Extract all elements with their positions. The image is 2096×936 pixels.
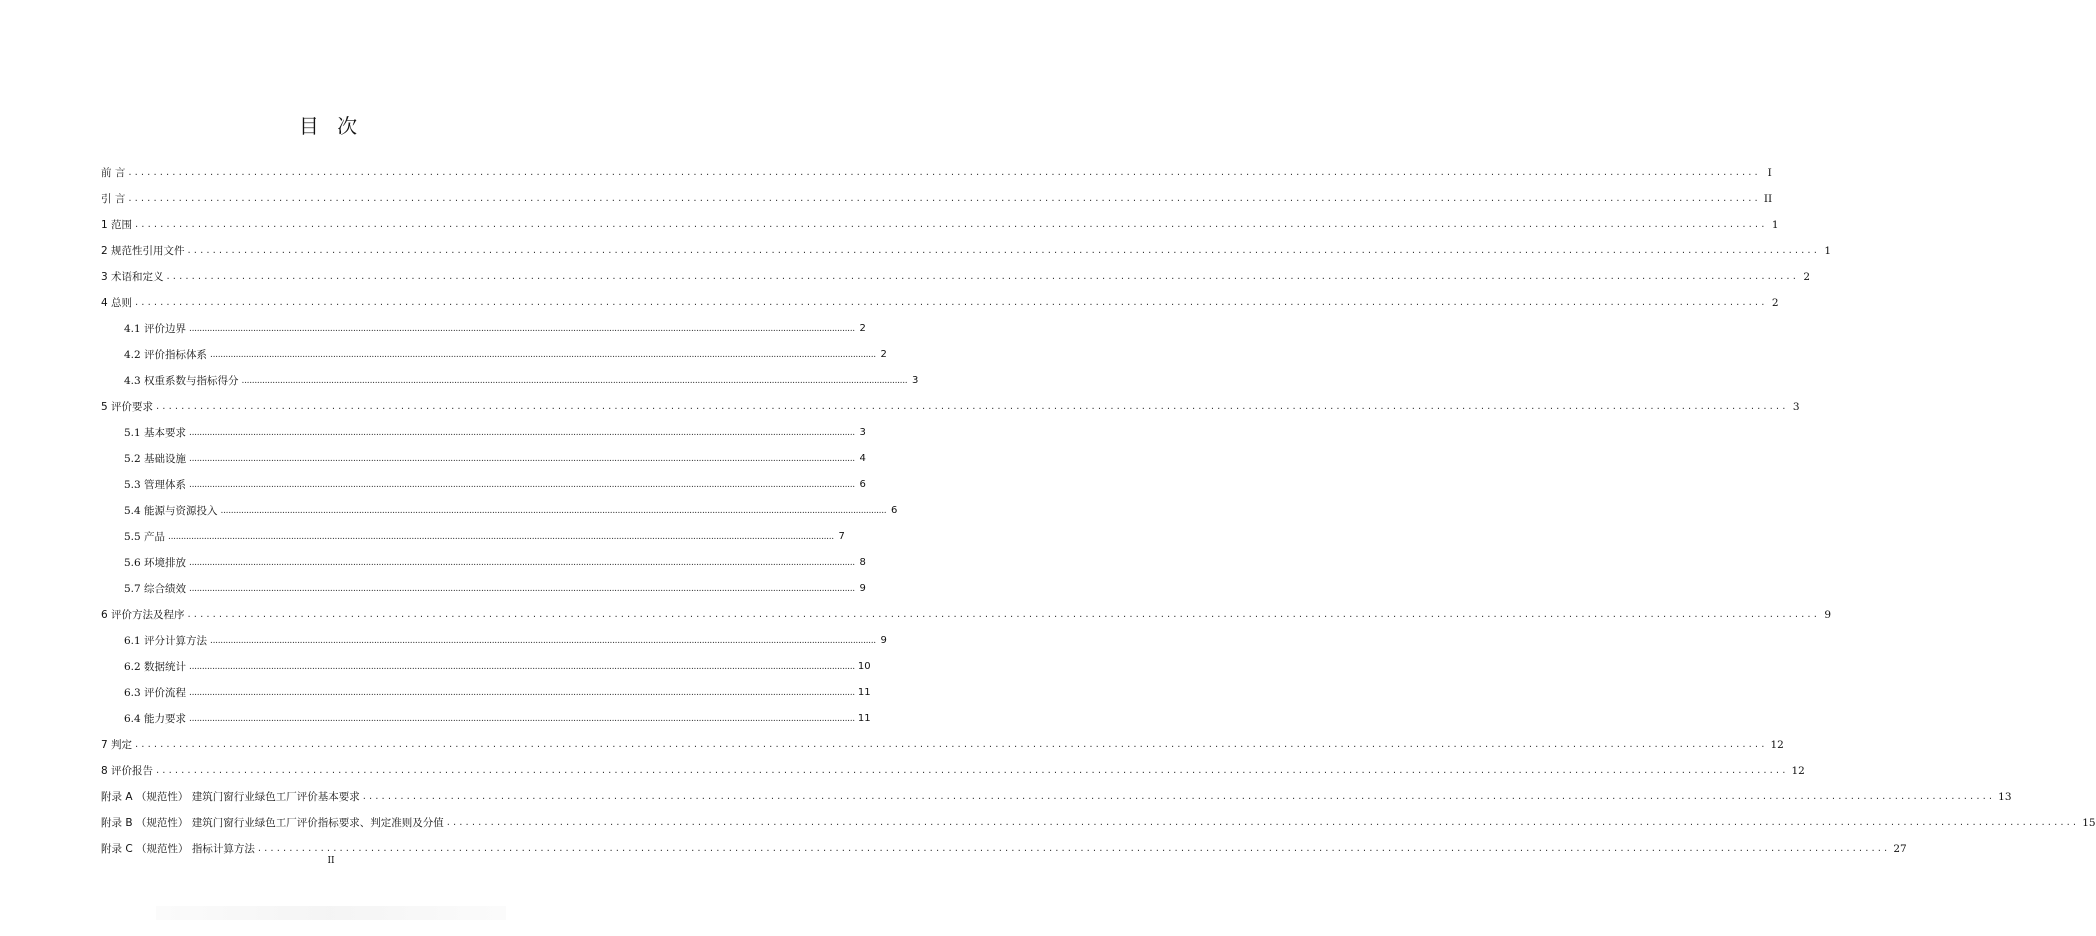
toc-leader: .................................................................................................................................................................................................................................................................... — [128, 167, 1761, 178]
toc-entry[interactable] — [101, 606, 1831, 624]
toc-entry-label: 4.1 评价边界 — [124, 323, 187, 335]
toc-entry-page: 7 — [838, 531, 845, 542]
toc-leader: .................................................................................................................................................................................................................................................................... — [189, 480, 855, 490]
toc-leader: .................................................................................................................................................................................................................................................................... — [210, 636, 876, 646]
toc-entry-label: 4 总则 — [101, 297, 133, 309]
toc-leader: .................................................................................................................................................................................................................................................................... — [156, 401, 1789, 412]
toc-leader: .................................................................................................................................................................................................................................................................... — [220, 506, 887, 516]
toc-leader: .................................................................................................................................................................................................................................................................... — [189, 688, 855, 698]
toc-entry-label: 3 术语和定义 — [101, 271, 164, 283]
toc-entry-label: 5.6 环境排放 — [124, 557, 187, 569]
toc-entry-page: 2 — [859, 323, 866, 334]
toc-entry-label: 5.4 能源与资源投入 — [124, 505, 218, 517]
toc-entry-page: 6 — [891, 505, 898, 516]
toc-subentry[interactable] — [124, 502, 898, 520]
toc-subentry[interactable] — [124, 580, 866, 598]
toc-entry-page: 8 — [859, 557, 866, 568]
toc-entry-label: 2 规范性引用文件 — [101, 245, 185, 257]
toc-leader: .................................................................................................................................................................................................................................................................... — [156, 765, 1789, 776]
toc-leader: .................................................................................................................................................................................................................................................................... — [189, 454, 855, 464]
toc-entry[interactable] — [101, 398, 1800, 416]
page-number-footer: II — [327, 856, 335, 866]
page-title: 目 次 — [298, 114, 364, 138]
toc-entry-page: 11 — [857, 713, 871, 724]
faded-watermark-strip — [156, 906, 506, 920]
toc-leader: .................................................................................................................................................................................................................................................................... — [189, 324, 855, 334]
toc-entry-label: 4.2 评价指标体系 — [124, 349, 208, 361]
toc-entry-label: 6.2 数据统计 — [124, 661, 187, 673]
toc-entry-page: I — [1767, 167, 1772, 179]
toc-entry-label: 附录 B （规范性） 建筑门窗行业绿色工厂评价指标要求、判定准则及分值 — [101, 817, 444, 829]
toc-subentry[interactable] — [124, 632, 887, 650]
toc-subentry[interactable] — [124, 372, 919, 390]
toc-entry-page: 9 — [880, 635, 887, 646]
toc-leader: .................................................................................................................................................................................................................................................................... — [241, 376, 908, 386]
toc-entry-label: 附录 C （规范性） 指标计算方法 — [101, 843, 255, 855]
toc-entry-page: 13 — [1998, 791, 2012, 803]
toc-entry-label: 6.4 能力要求 — [124, 713, 187, 725]
toc-leader: .................................................................................................................................................................................................................................................................... — [446, 817, 2080, 828]
toc-entry-label: 5 评价要求 — [101, 401, 154, 413]
toc-entry-label: 6.3 评价流程 — [124, 687, 187, 699]
toc-entry[interactable] — [101, 736, 1784, 754]
toc-entry-page: 2 — [1803, 271, 1810, 283]
toc-leader: .................................................................................................................................................................................................................................................................... — [189, 662, 855, 672]
toc-leader: .................................................................................................................................................................................................................................................................... — [187, 609, 1820, 620]
toc-entry-page: 1 — [1771, 219, 1779, 231]
toc-entry-page: II — [1763, 193, 1773, 205]
toc-entry-page: 4 — [859, 453, 866, 464]
toc-subentry[interactable] — [124, 346, 887, 364]
toc-entry-page: 15 — [2082, 817, 2096, 829]
toc-entry-page: 2 — [880, 349, 887, 360]
toc-leader: .................................................................................................................................................................................................................................................................... — [187, 245, 1820, 256]
toc-subentry[interactable] — [124, 684, 871, 702]
toc-entry-page: 12 — [1770, 739, 1784, 751]
toc-subentry[interactable] — [124, 320, 866, 338]
toc-leader: .................................................................................................................................................................................................................................................................... — [189, 714, 855, 724]
toc-entry-label: 5.2 基础设施 — [124, 453, 187, 465]
toc-entry-label: 7 判定 — [101, 739, 133, 751]
toc-subentry[interactable] — [124, 424, 866, 442]
toc-entry[interactable] — [101, 762, 1805, 780]
toc-entry-label: 5.5 产品 — [124, 531, 166, 543]
toc-entry-label: 引 言 — [101, 193, 126, 205]
toc-entry[interactable] — [101, 814, 2096, 832]
toc-subentry[interactable] — [124, 658, 871, 676]
toc-entry-page: 3 — [912, 375, 919, 386]
toc-leader: .................................................................................................................................................................................................................................................................... — [189, 584, 855, 594]
toc-leader: .................................................................................................................................................................................................................................................................... — [362, 791, 1996, 802]
toc-entry-page: 3 — [1792, 401, 1800, 413]
toc-entry-page: 2 — [1771, 297, 1779, 309]
toc-entry-label: 5.3 管理体系 — [124, 479, 187, 491]
toc-entry-page: 10 — [857, 661, 871, 672]
toc-leader: .................................................................................................................................................................................................................................................................... — [189, 558, 855, 568]
toc-entry[interactable] — [101, 190, 1773, 208]
toc-entry-label: 6.1 评分计算方法 — [124, 635, 208, 647]
toc-entry-page: 6 — [859, 479, 866, 490]
toc-leader: .................................................................................................................................................................................................................................................................... — [166, 271, 1799, 282]
toc-entry-label: 6 评价方法及程序 — [101, 609, 185, 621]
toc-entry-label: 5.7 综合绩效 — [124, 583, 187, 595]
toc-entry-label: 5.1 基本要求 — [124, 427, 187, 439]
toc-leader: .................................................................................................................................................................................................................................................................... — [135, 297, 1768, 308]
toc-subentry[interactable] — [124, 476, 866, 494]
toc-entry-page: 3 — [859, 427, 866, 438]
toc-entry[interactable] — [101, 294, 1779, 312]
toc-entry-page: 12 — [1791, 765, 1805, 777]
toc-entry-label: 4.3 权重系数与指标得分 — [124, 375, 239, 387]
toc-leader: .................................................................................................................................................................................................................................................................... — [135, 219, 1768, 230]
toc-leader: .................................................................................................................................................................................................................................................................... — [189, 428, 855, 438]
toc-subentry[interactable] — [124, 450, 866, 468]
toc-entry-page: 9 — [859, 583, 866, 594]
toc-entry-label: 8 评价报告 — [101, 765, 154, 777]
toc-entry-page: 11 — [857, 687, 871, 698]
toc-subentry[interactable] — [124, 554, 866, 572]
toc-leader: .................................................................................................................................................................................................................................................................... — [257, 843, 1891, 854]
toc-entry[interactable] — [101, 216, 1779, 234]
toc-entry-page: 27 — [1893, 843, 1907, 855]
toc-leader: .................................................................................................................................................................................................................................................................... — [168, 532, 834, 542]
toc-entry-page: 9 — [1824, 609, 1831, 621]
toc-entry[interactable] — [101, 268, 1810, 286]
toc-entry-label: 附录 A （规范性） 建筑门窗行业绿色工厂评价基本要求 — [101, 791, 360, 803]
toc-subentry[interactable] — [124, 710, 871, 728]
toc-entry-label: 1 范围 — [101, 219, 133, 231]
toc-entry[interactable] — [101, 164, 1772, 182]
toc-subentry[interactable] — [124, 528, 845, 546]
toc-entry[interactable] — [101, 242, 1831, 260]
toc-entry-page: 1 — [1824, 245, 1831, 257]
toc-leader: .................................................................................................................................................................................................................................................................... — [210, 350, 876, 360]
toc-leader: .................................................................................................................................................................................................................................................................... — [135, 739, 1768, 750]
toc-entry[interactable] — [101, 788, 2012, 806]
toc-leader: .................................................................................................................................................................................................................................................................... — [128, 193, 1761, 204]
toc-entry-label: 前 言 — [101, 167, 126, 179]
